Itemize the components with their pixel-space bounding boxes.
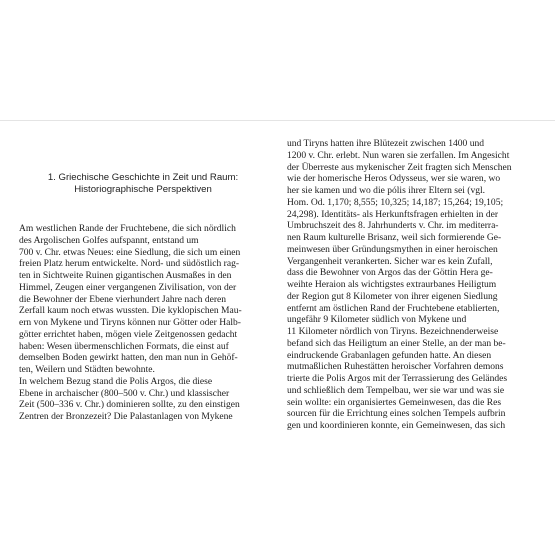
text-line: haben: Wesen übermenschlichen Formats, die einst auf: [19, 340, 229, 352]
text-line: ern von Mykene und Tiryns können nur Götter oder Halb-: [19, 317, 241, 328]
text-line: 24,298). Identitäts- als Herkunftsfragen erhielten in der: [287, 208, 499, 220]
text-line: Zerfall kaum noch etwas wussten. Die kyklopischen Mau-: [19, 305, 242, 317]
text-line: Zeit (500–336 v. Chr.) dominieren sollte, zu den einstigen: [19, 399, 240, 411]
text-line: 11 Kilometer nördlich von Tiryns. Bezeichnenderweise: [287, 326, 499, 337]
page-top-divider: [0, 120, 555, 121]
text-line: sourcen für die Errichtung eines solchen Tempels aufbrin: [287, 408, 506, 420]
text-line: trierte die Polis Argos mit der Terrassierung des Geländes: [287, 373, 508, 384]
text-line: der Region gut 8 Kilometer von ihrer eigenen Siedlung: [287, 290, 498, 302]
text-line: ten, Weilern und Städten bewohnte.: [19, 364, 155, 375]
left-text-column: [19, 223, 281, 423]
text-line: dass die Bewohner von Argos das der Göttin Hera ge-: [287, 267, 493, 279]
text-line: entfernt am östlichen Rand der Fruchtebene etablierten,: [287, 302, 500, 314]
right-text-column: [287, 138, 549, 432]
text-line: 700 v. Chr. etwas Neues: eine Siedlung, die sich um einen: [19, 246, 241, 258]
text-line: eindruckende Grabanlagen gefunden hatte. An diesen: [287, 349, 492, 361]
text-line: Am westlichen Rande der Fruchtebene, die sich nördlich: [19, 223, 236, 234]
text-line: und schließlich dem Tempelbau, wer sie war und was sie: [287, 384, 505, 396]
text-line: wie der homerische Heros Odysseus, wer sie waren, wo: [287, 173, 501, 185]
text-line: 1200 v. Chr. erlebt. Nun waren sie zerfallen. Im Angesicht: [287, 149, 510, 161]
text-line: götter errichtet haben, mögen viele Zeitgenossen gedacht: [19, 328, 238, 340]
chapter-heading-line-1: 1. Griechische Geschichte in Zeit und Raum:: [47, 172, 239, 183]
text-line: Himmel, Zeugen einer vergangenen Zivilisation, von der: [19, 281, 237, 293]
text-line: Hom. Od. 1,170; 8,555; 10,325; 14,187; 15,264; 19,105;: [287, 196, 504, 208]
text-line: Vergangenheit verankerten. Sicher war es kein Zufall,: [287, 255, 493, 267]
text-line: weihte Heraion als wichtigstes extraurbanes Heiligtum: [287, 279, 497, 290]
text-line: In welchem Bezug stand die Polis Argos, die diese: [19, 375, 213, 387]
text-line: befand sich das Heiligtum an einer Stelle, an der man be-: [287, 337, 506, 349]
text-line: Zentren der Bronzezeit? Die Palastanlagen von Mykene: [19, 411, 233, 422]
chapter-heading-line-2: Historiographische Perspektiven: [74, 184, 212, 195]
chapter-heading: [28, 172, 258, 196]
text-line: sein wollte: ein organisiertes Gemeinwesen, das die Res: [287, 396, 502, 408]
text-line: meinwesen über Gründungsmythen in einer heroischen: [287, 243, 498, 255]
text-line: demselben Boden gewirkt hatten, den man nun in Gehöf-: [19, 352, 238, 364]
text-line: ten in Sichtweite Ruinen gigantischen Ausmaßes in den: [19, 270, 232, 281]
text-line: nen Raum kulturelle Brisanz, weil sich formierende Ge-: [287, 232, 502, 243]
text-line: ungefähr 9 Kilometer südlich von Mykene und: [287, 314, 467, 326]
text-line: her sie kamen und wo die pólis ihrer Eltern sei (vgl.: [287, 185, 486, 196]
text-line: der Überreste aus mykenischer Zeit fragten sich Menschen: [287, 161, 512, 173]
text-line: und Tiryns hatten ihre Blütezeit zwischen 1400 und: [287, 138, 485, 149]
text-line: Ebene in archaischer (800–500 v. Chr.) und klassischer: [19, 387, 230, 399]
text-line: des Argolischen Golfes aufspannt, entstand um: [19, 234, 199, 246]
text-line: mutmaßlichen Ruhestätten heroischer Vorfahren demons: [287, 361, 504, 373]
text-line: freien Platz herum entwickelte. Nord- und südöstlich rag-: [19, 258, 240, 270]
text-line: gen und koordinieren konnte, ein Gemeinwesen, das sich: [287, 420, 506, 431]
text-line: die Bewohner der Ebene vierhundert Jahre nach deren: [19, 293, 227, 305]
text-line: Umbruchszeit des 8. Jahrhunderts v. Chr. im mediterra-: [287, 220, 499, 232]
